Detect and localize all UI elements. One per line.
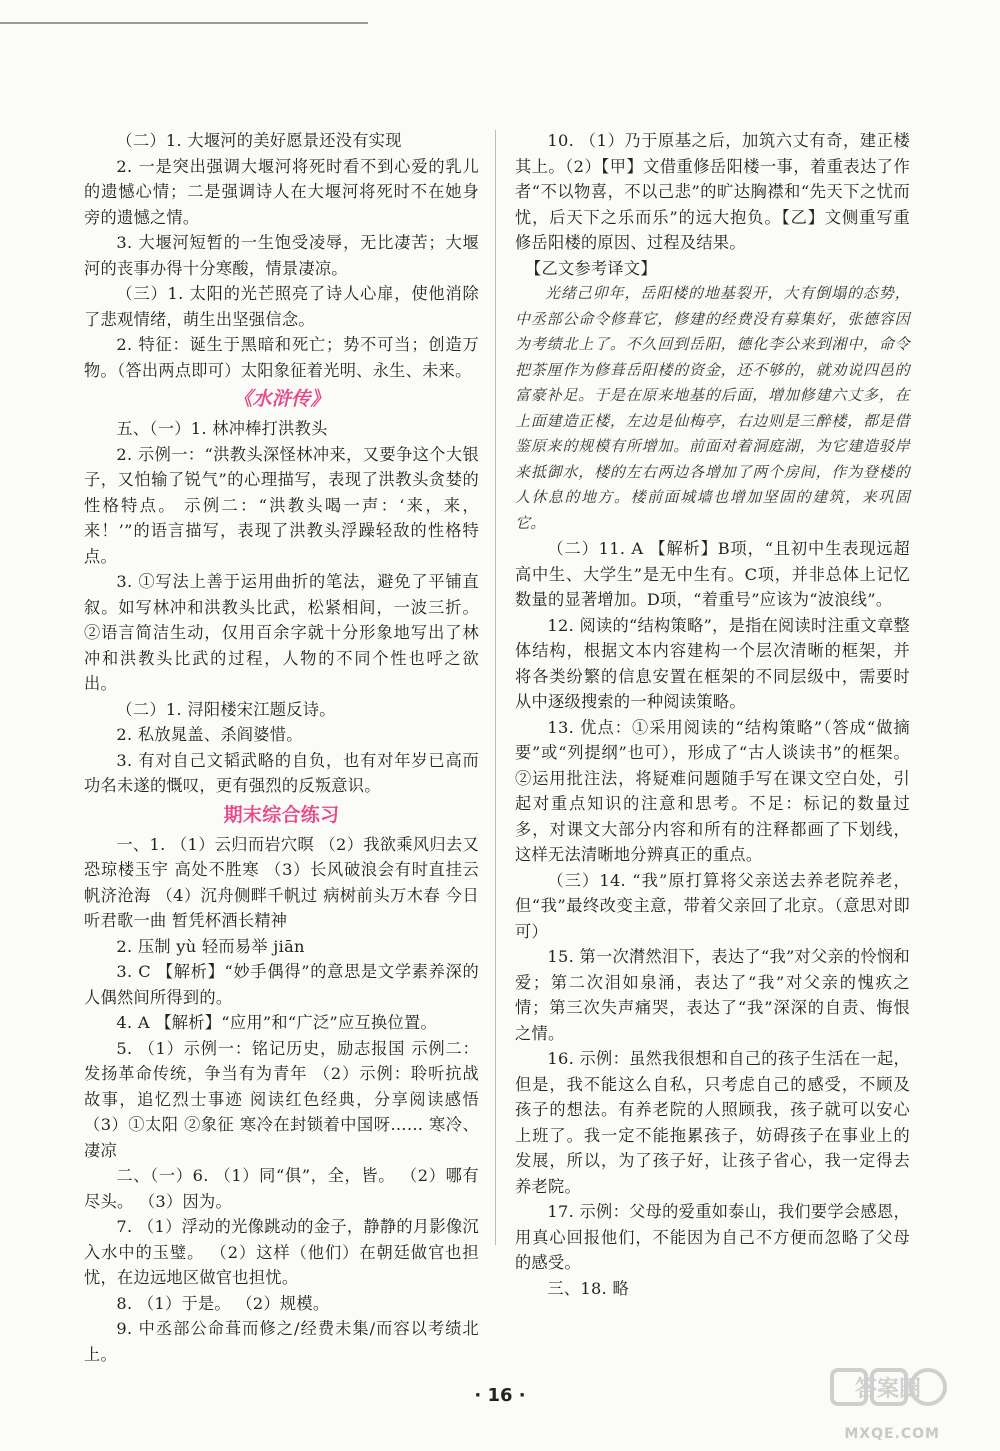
page-number: · 16 · [474,1385,526,1406]
right-column [515,128,910,1301]
answer-paragraph: 17. 示例：父母的爱重如泰山，我们要学会感恩，用真心回报他们，不能因为自己不方便而忽略了父母的感受。 [515,1202,910,1272]
answer-paragraph: （二）1. 浔阳楼宋江题反诗。 [116,699,336,719]
answer-paragraph: 2. 私放晁盖、杀阎婆惜。 [116,725,303,744]
answer-paragraph: 五、（一）1. 林冲棒打洪教头 [116,419,328,438]
answer-paragraph: 一、1. （1）云归而岩穴暝 （2）我欲乘风归去又恐琼楼玉宇 高处不胜寒 （3）长风破浪会有时直挂云帆济沧海 （4）沉舟侧畔千帆过 病树前头万木春 今日听君歌一曲 暂凭杯酒长精神 [84,834,479,930]
answer-paragraph: （三）1. 太阳的光芒照亮了诗人心扉，使他消除了悲观情绪，萌生出坚强信念。 [84,284,479,329]
translation-paragraph: 光绪己卯年，岳阳楼的地基裂开，大有倒塌的态势，中丞部公命令修葺它，修建的经费没有募集好，张德容因为考绩北上了。不久回到岳阳，德化李公来到湘中，命令把茶厘作为修葺岳阳楼的资金，还不够的，就劝说四邑的富豪补足。于是在原来地基的后面，增加修建六丈多，在上面建造正楼，左边是仙梅亭，右边则是三醉楼，都是借鉴原来的规模有所增加。前面对着洞庭湖，为它建造驳岸来抵御水，楼的左右两边各增加了两个房间，作为登楼的人休息的地方。楼前面城墙也增加坚固的建筑，来巩固它。 [515,284,910,532]
translation-title: 【乙文参考译文】 [525,258,657,278]
answer-paragraph: 7. （1）浮动的光像跳动的金子，静静的月影像沉入水中的玉璧。 （2）这样（他们）在朝廷做官也担忧，在边远地区做官也担忧。 [84,1217,479,1287]
svg-text:答案圈: 答案圈 [854,1377,922,1402]
answer-paragraph: 12. 阅读的“结构策略”，是指在阅读时注重文章整体结构，根据文本内容建构一个层次清晰的框架，并将各类纷繁的信息安置在框架的不同层级中，需要时从中逐级搜索的一种阅读策略。 [515,615,910,711]
answer-paragraph: 5. （1）示例一：铭记历史，励志报国 示例二：发扬革命传统，争当有为青年 （2）示例：聆听抗战故事，追忆烈士事迹 阅读红色经典，分享阅读感悟 （3）①太阳 ②象征 寒冷在封锁着中国呀…… 寒冷、凄凉 [84,1038,479,1160]
answer-paragraph: 3. 有对自己文韬武略的自负，也有对年岁已高而功名未遂的慨叹，更有强烈的反叛意识。 [84,750,479,795]
left-column [84,128,479,1367]
answer-paragraph: （三）14. “我”原打算将父亲送去养老院养老，但“我”最终改变主意，带着父亲回了北京。（意思对即可） [515,870,910,941]
page-number-value: 16 [487,1385,513,1406]
answer-paragraph: （二）1. 大堰河的美好愿景还没有实现 [116,131,402,150]
answer-paragraph: 3. 大堰河短暂的一生饱受凌辱，无比凄苦；大堰河的丧事办得十分寒酸，情景凄凉。 [84,233,479,278]
answer-paragraph: 9. 中丞部公命葺而修之/经费未集/而容以考绩北上。 [84,1319,479,1364]
top-rule [0,22,368,24]
column-divider [495,130,496,1245]
answer-paragraph: 2. 示例一：“洪教头深怪林冲来，又要争这个大银子，又怕输了锐气”的心理描写，表现了洪教头贪婪的性格特点。 示例二：“洪教头喝一声：‘来，来，来！’”的语言描写，表现了洪教头浮躁轻敌的性格特点。 [84,444,479,566]
section-heading: 《水浒传》 [233,388,330,410]
answer-paragraph: 3. C 【解析】“妙手偶得”的意思是文学素养深的人偶然间所得到的。 [84,962,479,1007]
answer-paragraph: 15. 第一次潸然泪下，表达了“我”对父亲的怜悯和爱；第二次泪如泉涌，表达了“我”对父亲的愧疚之情；第三次失声痛哭，表达了“我”深深的自责、悔恨之情。 [515,947,910,1043]
watermark-text: MXQE.COM [844,1426,940,1442]
answer-paragraph: 2. 一是突出强调大堰河将死时看不到心爱的乳儿的遗憾心情；二是强调诗人在大堰河将死时不在她身旁的遗憾之情。 [84,156,479,227]
answer-paragraph: 3. ①写法上善于运用曲折的笔法，避免了平铺直叙。如写林冲和洪教头比武，松紧相间，一波三折。②语言简洁生动，仅用百余字就十分形象地写出了林冲和洪教头比武的过程，人物的不同个性也呼之欲出。 [84,572,479,693]
answer-paragraph: 二、（一）6. （1）同“俱”，全，皆。 （2）哪有尽头。 （3）因为。 [84,1166,479,1211]
answer-paragraph: 13. 优点：①采用阅读的“结构策略”（答成“做摘要”或“列提纲”也可），形成了“古人谈读书”的框架。②运用批注法，将疑难问题随手写在课文空白处，引起对重点知识的注意和思考。不足：标记的数量过多，对课文大部分内容和所有的注释都画了下划线，这样无法清晰地分辨真正的重点。 [515,717,910,864]
answer-paragraph: 2. 特征：诞生于黑暗和死亡；势不可当；创造万物。（答出两点即可）太阳象征着光明、永生、未来。 [84,335,479,380]
answer-paragraph: 8. （1）于是。 （2）规模。 [116,1293,330,1313]
answer-paragraph: 三、18. 略 [547,1278,629,1298]
answer-paragraph: 16. 示例：虽然我很想和自己的孩子生活在一起，但是，我不能这么自私，只考虑自己的感受，不顾及孩子的想法。有养老院的人照顾我，孩子就可以安心上班了。我一定不能拖累孩子，妨碍孩子在事业上的发展，所以，为了孩子好，让孩子省心，我一定得去养老院。 [515,1049,910,1196]
answer-paragraph: 4. A 【解析】“应用”和“广泛”应互换位置。 [116,1013,437,1032]
answer-paragraph: 2. 压制 yù 轻而易举 jiān [116,936,305,956]
answer-paragraph: （二）11. A 【解析】B项，“且初中生表现远超高中生、大学生”是无中生有。C项，并非总体上记忆数量的显著增加。D项，“着重号”应该为“波浪线”。 [515,539,910,609]
section-heading: 期末综合练习 [223,803,340,826]
answer-paragraph: 10. （1）乃于原基之后，加筑六丈有奇，建正楼其上。（2）【甲】文借重修岳阳楼一事，着重表达了作者“不以物喜，不以己悲”的旷达胸襟和“先天下之忧而忧，后天下之乐而乐”的远大抱负。【乙】文侧重写重修岳阳楼的原因、过程及结果。 [515,131,910,252]
